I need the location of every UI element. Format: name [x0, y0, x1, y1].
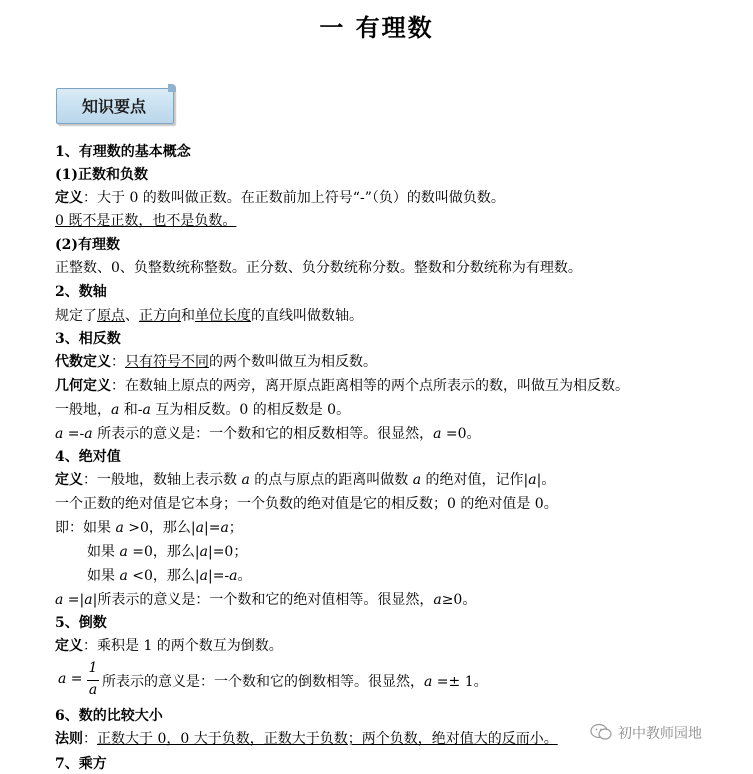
text-fragment: ：在数轴上原点的两旁，离开原点距离相等的两个点所表示的数，叫做互为相反数。 — [111, 378, 629, 394]
variable-a: a — [241, 472, 250, 488]
variable-a: a — [229, 568, 238, 584]
definition-positive-negative — [55, 188, 505, 208]
variable-a: a — [199, 544, 208, 560]
absolute-value-rule: 一个正数的绝对值是它本身；一个负数的绝对值是它的相反数；0 的绝对值是 0。 — [55, 496, 558, 512]
text-fragment: |=- — [207, 568, 230, 584]
section-banner — [56, 84, 176, 126]
text-fragment: 互为相反数。0 的相反数是 0。 — [150, 402, 351, 418]
reciprocal-meaning — [102, 671, 488, 691]
text-fragment: ≥0。 — [441, 592, 477, 608]
banner-label: 知识要点 — [81, 97, 146, 116]
subheading-rational: (2)有理数 — [55, 237, 120, 253]
definition-text: ：大于 0 的数叫做正数。在正数前加上符号“-”（负）的数叫做负数。 — [83, 190, 505, 206]
text-fragment: ：一般地，数轴上表示数 — [83, 472, 242, 488]
wechat-icon — [590, 723, 612, 741]
text-fragment: <0，那么| — [127, 568, 200, 584]
section-heading-1: 1、有理数的基本概念 — [55, 144, 191, 160]
section-heading-6: 6、数的比较大小 — [55, 708, 163, 724]
definition-label: 几何定义 — [55, 378, 111, 394]
absolute-value-case-zero — [87, 542, 247, 562]
text-fragment: ： — [83, 731, 97, 747]
page-title: 一 有理数 — [319, 13, 434, 42]
absolute-value-definition — [55, 470, 555, 490]
text-fragment: 所表示的意义是：一个数和它的相反数相等。很显然， — [92, 426, 434, 442]
opposite-geometric-definition — [55, 376, 629, 396]
reciprocal-definition — [55, 636, 283, 656]
variable-a: a — [119, 544, 128, 560]
subheading-positive-negative: (1)正数和负数 — [55, 167, 148, 183]
watermark-text: 初中教师园地 — [618, 726, 702, 742]
variable-a: a — [433, 426, 442, 442]
text-fragment: =| — [63, 592, 85, 608]
text-fragment: 如果 — [87, 568, 120, 584]
variable-a: a — [84, 426, 93, 442]
text-fragment: 如果 — [87, 544, 120, 560]
text-fragment: 所表示的意义是：一个数和它的倒数相等。很显然， — [102, 674, 424, 690]
term-positive-direction: 正方向 — [139, 308, 181, 324]
definition-label: 定义 — [55, 472, 83, 488]
text-fragment: ； — [228, 520, 243, 536]
opposite-meaning — [55, 424, 481, 444]
text-fragment: =0，那么| — [127, 544, 200, 560]
text-fragment: ：乘积是 1 的两个数互为倒数。 — [83, 638, 283, 654]
definition-label: 定义 — [55, 638, 83, 654]
absolute-value-case-positive — [55, 518, 243, 538]
text-fragment: 一般地， — [55, 402, 111, 418]
formula-lhs: a = — [58, 671, 83, 687]
variable-a: a — [119, 568, 128, 584]
text-fragment: 和 — [181, 308, 195, 324]
term-origin: 原点 — [97, 308, 125, 324]
fraction-numerator: 1 — [88, 660, 98, 676]
text-fragment: 和- — [119, 402, 143, 418]
variable-a: a — [195, 520, 204, 536]
underlined-phrase: 正数大于 0，0 大于负数，正数大于负数；两个负数，绝对值大的反而小。 — [97, 731, 558, 747]
section-heading-7: 7、乘方 — [55, 756, 107, 772]
fraction-denominator: a — [88, 682, 98, 698]
text-fragment: 规定了 — [55, 308, 97, 324]
text-fragment: =- — [63, 426, 85, 442]
variable-a: a — [55, 592, 64, 608]
variable-a: a — [84, 592, 93, 608]
text-fragment: >0，那么| — [123, 520, 196, 536]
term-unit-length: 单位长度 — [195, 308, 251, 324]
variable-a: a — [424, 674, 433, 690]
rational-definition: 正整数、0、负整数统称整数。正分数、负分数统称分数。整数和分数统称为有理数。 — [55, 260, 582, 276]
zero-note: 0 既不是正数，也不是负数。 — [55, 213, 237, 229]
text-fragment: 的两个数叫做互为相反数。 — [209, 354, 377, 370]
number-line-definition — [55, 306, 363, 326]
text-fragment: =± 1。 — [432, 674, 488, 690]
variable-a: a — [412, 472, 422, 488]
variable-a: a — [115, 520, 124, 536]
text-fragment: |= — [203, 520, 221, 536]
variable-a: a — [528, 472, 537, 488]
text-fragment: 的直线叫做数轴。 — [251, 308, 363, 324]
text-fragment: 的绝对值，记作| — [421, 472, 529, 488]
comparison-rule — [55, 729, 558, 749]
section-heading-4: 4、绝对值 — [55, 449, 121, 465]
text-fragment: 。 — [237, 568, 252, 584]
variable-a: a — [220, 520, 229, 536]
variable-a: a — [433, 592, 442, 608]
fraction-bar — [87, 680, 99, 681]
definition-label: 法则 — [55, 731, 83, 747]
definition-label: 代数定义 — [55, 354, 111, 370]
section-heading-2: 2、数轴 — [55, 284, 107, 300]
text-fragment: |所表示的意义是：一个数和它的绝对值相等。很显然， — [92, 592, 434, 608]
text-fragment: ： — [111, 354, 125, 370]
definition-label: 定义 — [55, 190, 83, 206]
variable-a: a — [199, 568, 208, 584]
section-heading-3: 3、相反数 — [55, 331, 121, 347]
opposite-algebraic-definition — [55, 352, 377, 372]
absolute-value-meaning — [55, 590, 476, 610]
text-fragment: |。 — [536, 472, 556, 488]
text-fragment: =0。 — [441, 426, 481, 442]
text-fragment: 、 — [125, 308, 139, 324]
variable-a: a — [142, 402, 151, 418]
absolute-value-case-negative — [87, 566, 252, 586]
watermark — [590, 722, 750, 744]
banner-fold-icon — [168, 84, 176, 92]
section-heading-5: 5、倒数 — [55, 615, 107, 631]
variable-a: a — [55, 426, 64, 442]
text-fragment: 即：如果 — [55, 520, 116, 536]
opposite-general-statement — [55, 400, 350, 420]
text-fragment: |=0； — [207, 544, 248, 560]
underlined-phrase: 只有符号不同 — [125, 354, 209, 370]
variable-a: a — [111, 402, 120, 418]
text-fragment: 的点与原点的距离叫做数 — [249, 472, 413, 488]
